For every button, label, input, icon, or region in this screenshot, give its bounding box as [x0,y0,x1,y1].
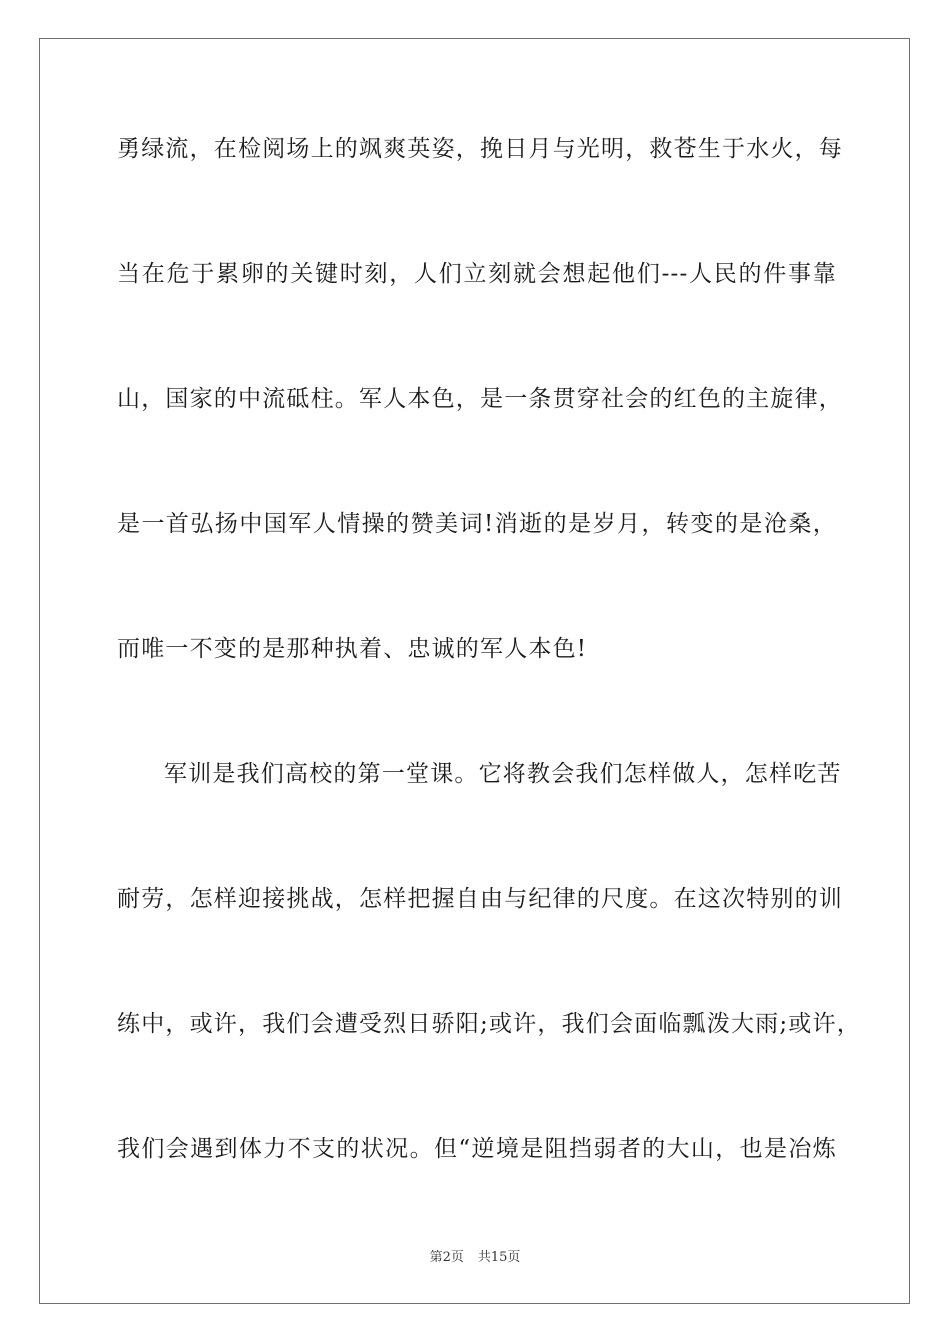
page-border [39,38,910,1304]
text-line-8: 练中，或许，我们会遭受烈日骄阳;或许，我们会面临瓢泼大雨;或许， [117,1011,861,1037]
page-footer [0,1246,950,1265]
text-line-2: 当在危于累卵的关键时刻，人们立刻就会想起他们---人民的件事靠 [117,261,837,287]
page-number-current: 第2页 [429,1250,464,1265]
text-line-7: 耐劳，怎样迎接挑战，怎样把握自由与纪律的尺度。在这次特别的训 [117,886,843,912]
text-line-1: 勇绿流，在检阅场上的飒爽英姿，挽日月与光明，救苍生于水火，每 [117,136,843,162]
text-line-4: 是一首弘扬中国军人情操的赞美词!消逝的是岁月，转变的是沧桑， [117,511,837,537]
text-line-3: 山，国家的中流砥柱。军人本色，是一条贯穿社会的红色的主旋律， [117,386,843,412]
text-line-9: 我们会遇到体力不支的状况。但“逆境是阻挡弱者的大山，也是冶炼 [117,1136,837,1162]
text-line-6: 军训是我们高校的第一堂课。它将教会我们怎样做人，怎样吃苦 [164,761,842,787]
text-line-5: 而唯一不变的是那种执着、忠诚的军人本色! [117,636,588,662]
page-number-total: 共15页 [477,1250,521,1265]
